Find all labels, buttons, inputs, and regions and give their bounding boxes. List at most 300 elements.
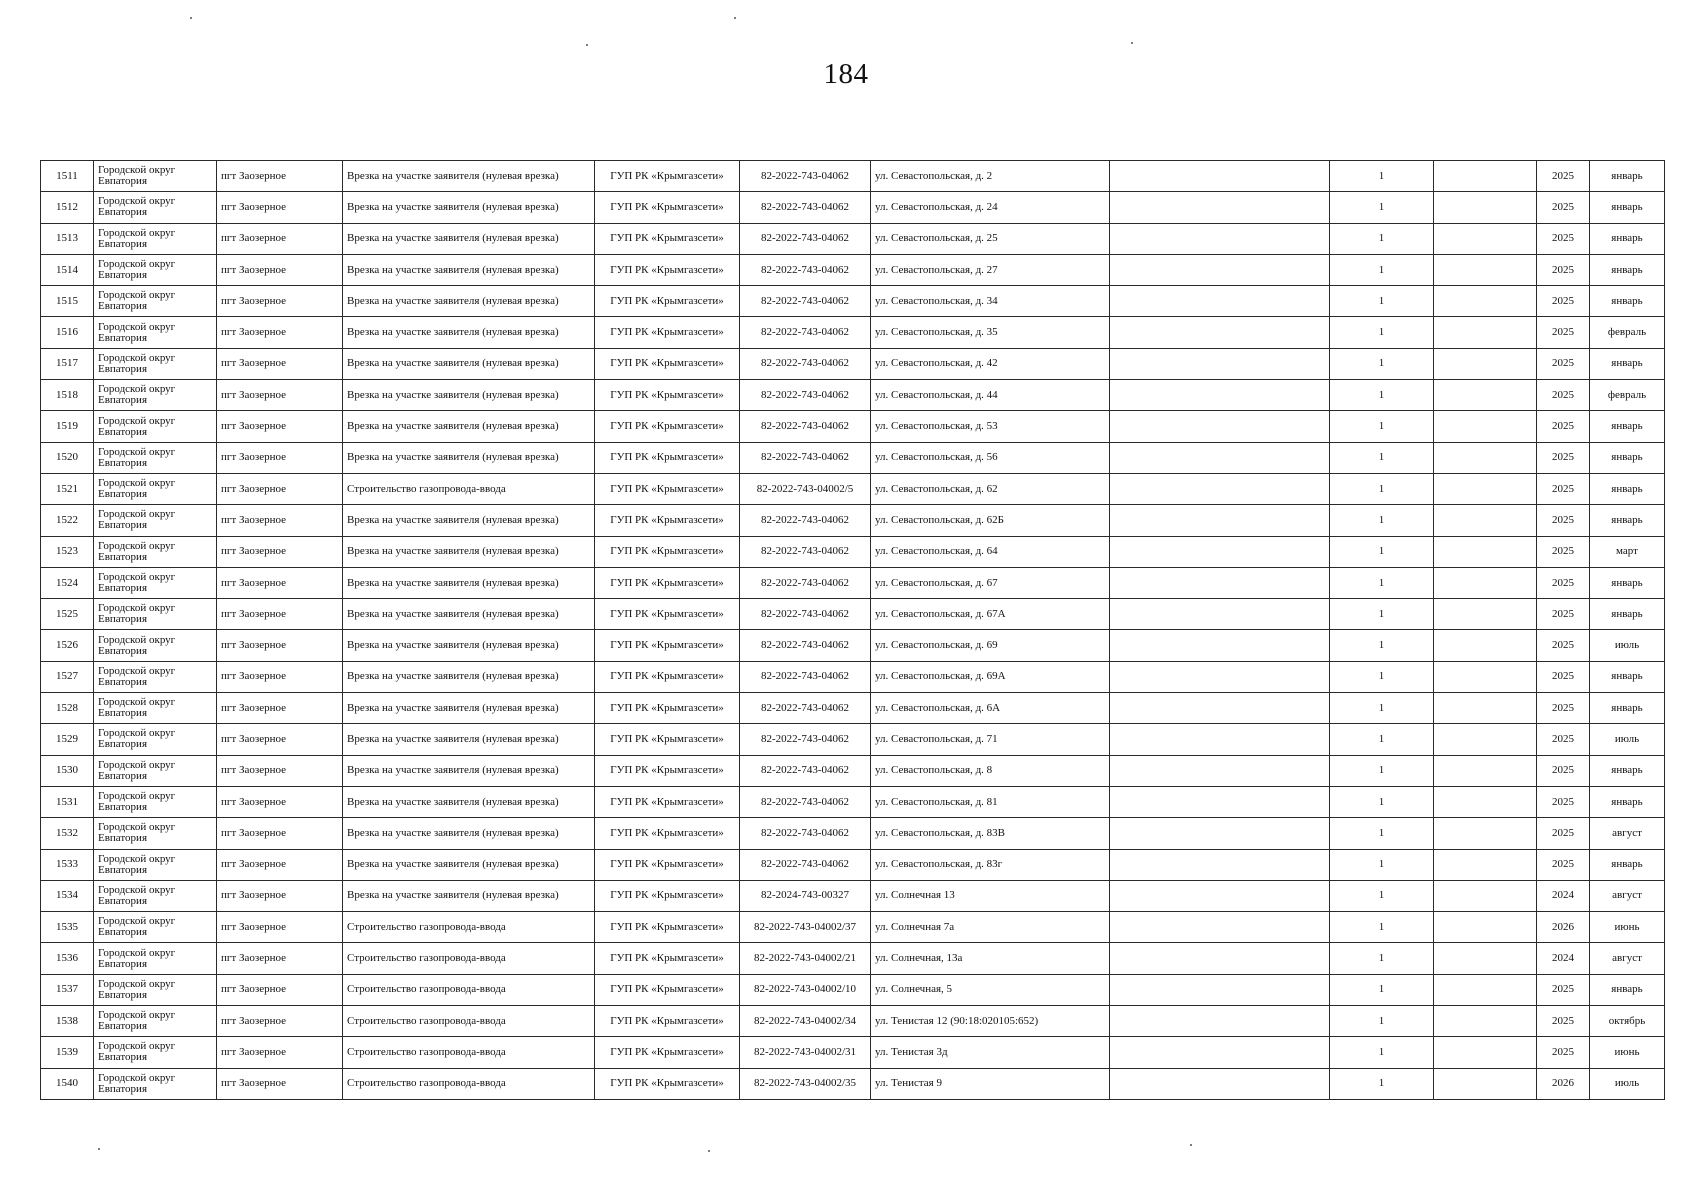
month-cell: январь [1590, 348, 1665, 379]
row-number: 1516 [41, 317, 94, 348]
settlement-cell: пгт Заозерное [217, 254, 343, 285]
organization-cell: ГУП РК «Крымгазсети» [595, 849, 740, 880]
empty-cell [1110, 286, 1330, 317]
page-number: 184 [823, 58, 869, 90]
empty-cell [1110, 1037, 1330, 1068]
district-cell: Городской округ Евпатория [94, 567, 217, 598]
address-cell: ул. Солнечная, 5 [871, 974, 1110, 1005]
address-cell: ул. Севастопольская, д. 25 [871, 223, 1110, 254]
address-cell: ул. Севастопольская, д. 27 [871, 254, 1110, 285]
address-cell: ул. Севастопольская, д. 69 [871, 630, 1110, 661]
registration-code-cell: 82-2022-743-04062 [740, 693, 871, 724]
quantity-cell: 1 [1330, 912, 1434, 943]
address-cell: ул. Севастопольская, д. 44 [871, 380, 1110, 411]
year-cell: 2025 [1537, 286, 1590, 317]
quantity-cell: 1 [1330, 161, 1434, 192]
quantity-cell: 1 [1330, 630, 1434, 661]
quantity-cell: 1 [1330, 786, 1434, 817]
quantity-cell: 1 [1330, 943, 1434, 974]
settlement-cell: пгт Заозерное [217, 849, 343, 880]
year-cell: 2025 [1537, 755, 1590, 786]
table-row [41, 286, 1665, 317]
quantity-cell: 1 [1330, 442, 1434, 473]
organization-cell: ГУП РК «Крымгазсети» [595, 1006, 740, 1037]
empty-cell [1110, 818, 1330, 849]
year-cell: 2025 [1537, 161, 1590, 192]
year-cell: 2025 [1537, 818, 1590, 849]
table-row [41, 442, 1665, 473]
registration-code-cell: 82-2022-743-04062 [740, 192, 871, 223]
registration-code-cell: 82-2022-743-04062 [740, 536, 871, 567]
empty-cell [1434, 755, 1537, 786]
quantity-cell: 1 [1330, 223, 1434, 254]
empty-cell [1110, 505, 1330, 536]
year-cell: 2025 [1537, 505, 1590, 536]
row-number: 1531 [41, 786, 94, 817]
table-row [41, 818, 1665, 849]
organization-cell: ГУП РК «Крымгазсети» [595, 442, 740, 473]
organization-cell: ГУП РК «Крымгазсети» [595, 630, 740, 661]
year-cell: 2025 [1537, 974, 1590, 1005]
settlement-cell: пгт Заозерное [217, 567, 343, 598]
work-type-cell: Врезка на участке заявителя (нулевая врезка) [343, 536, 595, 567]
month-cell: январь [1590, 849, 1665, 880]
address-cell: ул. Севастопольская, д. 6А [871, 693, 1110, 724]
empty-cell [1434, 505, 1537, 536]
address-cell: ул. Севастопольская, д. 2 [871, 161, 1110, 192]
empty-cell [1434, 630, 1537, 661]
work-type-cell: Врезка на участке заявителя (нулевая врезка) [343, 223, 595, 254]
district-cell: Городской округ Евпатория [94, 599, 217, 630]
month-cell: июль [1590, 1068, 1665, 1099]
month-cell: январь [1590, 974, 1665, 1005]
settlement-cell: пгт Заозерное [217, 1068, 343, 1099]
work-type-cell: Строительство газопровода-ввода [343, 912, 595, 943]
empty-cell [1110, 693, 1330, 724]
work-type-cell: Врезка на участке заявителя (нулевая врезка) [343, 411, 595, 442]
year-cell: 2025 [1537, 192, 1590, 223]
organization-cell: ГУП РК «Крымгазсети» [595, 693, 740, 724]
settlement-cell: пгт Заозерное [217, 380, 343, 411]
year-cell: 2025 [1537, 786, 1590, 817]
quantity-cell: 1 [1330, 380, 1434, 411]
empty-cell [1434, 536, 1537, 567]
quantity-cell: 1 [1330, 411, 1434, 442]
registration-code-cell: 82-2022-743-04002/35 [740, 1068, 871, 1099]
registration-code-cell: 82-2022-743-04062 [740, 317, 871, 348]
organization-cell: ГУП РК «Крымгазсети» [595, 818, 740, 849]
row-number: 1520 [41, 442, 94, 473]
table-row [41, 473, 1665, 504]
row-number: 1513 [41, 223, 94, 254]
table-row [41, 599, 1665, 630]
month-cell: январь [1590, 161, 1665, 192]
quantity-cell: 1 [1330, 1037, 1434, 1068]
work-type-cell: Строительство газопровода-ввода [343, 473, 595, 504]
district-cell: Городской округ Евпатория [94, 348, 217, 379]
year-cell: 2024 [1537, 943, 1590, 974]
year-cell: 2025 [1537, 661, 1590, 692]
address-cell: ул. Севастопольская, д. 62Б [871, 505, 1110, 536]
empty-cell [1434, 786, 1537, 817]
district-cell: Городской округ Евпатория [94, 442, 217, 473]
district-cell: Городской округ Евпатория [94, 849, 217, 880]
table-row [41, 849, 1665, 880]
work-type-cell: Врезка на участке заявителя (нулевая врезка) [343, 693, 595, 724]
empty-cell [1434, 161, 1537, 192]
address-cell: ул. Тенистая 9 [871, 1068, 1110, 1099]
quantity-cell: 1 [1330, 661, 1434, 692]
row-number: 1536 [41, 943, 94, 974]
quantity-cell: 1 [1330, 567, 1434, 598]
district-cell: Городской округ Евпатория [94, 161, 217, 192]
work-type-cell: Строительство газопровода-ввода [343, 1037, 595, 1068]
registration-code-cell: 82-2022-743-04062 [740, 567, 871, 598]
address-cell: ул. Солнечная 13 [871, 880, 1110, 911]
row-number: 1521 [41, 473, 94, 504]
year-cell: 2025 [1537, 1006, 1590, 1037]
organization-cell: ГУП РК «Крымгазсети» [595, 505, 740, 536]
empty-cell [1110, 630, 1330, 661]
row-number: 1512 [41, 192, 94, 223]
work-type-cell: Врезка на участке заявителя (нулевая врезка) [343, 442, 595, 473]
registration-code-cell: 82-2022-743-04002/31 [740, 1037, 871, 1068]
address-cell: ул. Севастопольская, д. 56 [871, 442, 1110, 473]
month-cell: январь [1590, 599, 1665, 630]
quantity-cell: 1 [1330, 818, 1434, 849]
registration-code-cell: 82-2022-743-04062 [740, 442, 871, 473]
quantity-cell: 1 [1330, 849, 1434, 880]
registration-code-cell: 82-2022-743-04062 [740, 411, 871, 442]
work-type-cell: Врезка на участке заявителя (нулевая врезка) [343, 317, 595, 348]
empty-cell [1434, 943, 1537, 974]
table-row [41, 661, 1665, 692]
address-cell: ул. Севастопольская, д. 83г [871, 849, 1110, 880]
month-cell: февраль [1590, 380, 1665, 411]
empty-cell [1434, 473, 1537, 504]
organization-cell: ГУП РК «Крымгазсети» [595, 286, 740, 317]
table-row [41, 786, 1665, 817]
table-row [41, 192, 1665, 223]
month-cell: январь [1590, 567, 1665, 598]
work-type-cell: Строительство газопровода-ввода [343, 1068, 595, 1099]
settlement-cell: пгт Заозерное [217, 286, 343, 317]
district-cell: Городской округ Евпатория [94, 755, 217, 786]
district-cell: Городской округ Евпатория [94, 943, 217, 974]
row-number: 1532 [41, 818, 94, 849]
table-row [41, 1068, 1665, 1099]
address-cell: ул. Севастопольская, д. 62 [871, 473, 1110, 504]
empty-cell [1110, 473, 1330, 504]
month-cell: январь [1590, 192, 1665, 223]
year-cell: 2025 [1537, 254, 1590, 285]
settlement-cell: пгт Заозерное [217, 192, 343, 223]
row-number: 1528 [41, 693, 94, 724]
organization-cell: ГУП РК «Крымгазсети» [595, 1037, 740, 1068]
empty-cell [1434, 317, 1537, 348]
organization-cell: ГУП РК «Крымгазсети» [595, 254, 740, 285]
registration-code-cell: 82-2022-743-04062 [740, 818, 871, 849]
work-type-cell: Врезка на участке заявителя (нулевая врезка) [343, 724, 595, 755]
registration-code-cell: 82-2022-743-04002/10 [740, 974, 871, 1005]
settlement-cell: пгт Заозерное [217, 411, 343, 442]
settlement-cell: пгт Заозерное [217, 223, 343, 254]
empty-cell [1434, 1006, 1537, 1037]
address-cell: ул. Солнечная, 13а [871, 943, 1110, 974]
empty-cell [1110, 880, 1330, 911]
district-cell: Городской округ Евпатория [94, 223, 217, 254]
month-cell: январь [1590, 505, 1665, 536]
quantity-cell: 1 [1330, 724, 1434, 755]
work-type-cell: Врезка на участке заявителя (нулевая врезка) [343, 630, 595, 661]
settlement-cell: пгт Заозерное [217, 974, 343, 1005]
settlement-cell: пгт Заозерное [217, 161, 343, 192]
month-cell: июнь [1590, 912, 1665, 943]
year-cell: 2025 [1537, 849, 1590, 880]
year-cell: 2025 [1537, 473, 1590, 504]
row-number: 1534 [41, 880, 94, 911]
empty-cell [1110, 380, 1330, 411]
work-type-cell: Врезка на участке заявителя (нулевая врезка) [343, 192, 595, 223]
district-cell: Городской округ Евпатория [94, 912, 217, 943]
table-row [41, 411, 1665, 442]
address-cell: ул. Севастопольская, д. 64 [871, 536, 1110, 567]
empty-cell [1434, 286, 1537, 317]
settlement-cell: пгт Заозерное [217, 755, 343, 786]
district-cell: Городской округ Евпатория [94, 192, 217, 223]
organization-cell: ГУП РК «Крымгазсети» [595, 786, 740, 817]
district-cell: Городской округ Евпатория [94, 254, 217, 285]
year-cell: 2025 [1537, 1037, 1590, 1068]
empty-cell [1434, 880, 1537, 911]
year-cell: 2025 [1537, 693, 1590, 724]
row-number: 1538 [41, 1006, 94, 1037]
address-cell: ул. Севастопольская, д. 42 [871, 348, 1110, 379]
organization-cell: ГУП РК «Крымгазсети» [595, 661, 740, 692]
address-cell: ул. Севастопольская, д. 81 [871, 786, 1110, 817]
work-type-cell: Врезка на участке заявителя (нулевая врезка) [343, 880, 595, 911]
settlement-cell: пгт Заозерное [217, 693, 343, 724]
quantity-cell: 1 [1330, 536, 1434, 567]
year-cell: 2025 [1537, 442, 1590, 473]
table-row [41, 536, 1665, 567]
month-cell: июль [1590, 630, 1665, 661]
year-cell: 2025 [1537, 724, 1590, 755]
district-cell: Городской округ Евпатория [94, 693, 217, 724]
empty-cell [1434, 912, 1537, 943]
registration-code-cell: 82-2022-743-04062 [740, 348, 871, 379]
organization-cell: ГУП РК «Крымгазсети» [595, 317, 740, 348]
empty-cell [1110, 223, 1330, 254]
month-cell: январь [1590, 786, 1665, 817]
table-row [41, 693, 1665, 724]
empty-cell [1434, 974, 1537, 1005]
district-cell: Городской округ Евпатория [94, 380, 217, 411]
registration-code-cell: 82-2022-743-04002/21 [740, 943, 871, 974]
quantity-cell: 1 [1330, 880, 1434, 911]
address-cell: ул. Севастопольская, д. 67А [871, 599, 1110, 630]
table-row [41, 380, 1665, 411]
district-cell: Городской округ Евпатория [94, 630, 217, 661]
registration-code-cell: 82-2022-743-04062 [740, 599, 871, 630]
organization-cell: ГУП РК «Крымгазсети» [595, 223, 740, 254]
settlement-cell: пгт Заозерное [217, 442, 343, 473]
empty-cell [1110, 536, 1330, 567]
district-cell: Городской округ Евпатория [94, 505, 217, 536]
empty-cell [1434, 1037, 1537, 1068]
registration-code-cell: 82-2022-743-04062 [740, 630, 871, 661]
empty-cell [1434, 599, 1537, 630]
organization-cell: ГУП РК «Крымгазсети» [595, 380, 740, 411]
organization-cell: ГУП РК «Крымгазсети» [595, 1068, 740, 1099]
organization-cell: ГУП РК «Крымгазсети» [595, 880, 740, 911]
quantity-cell: 1 [1330, 599, 1434, 630]
month-cell: август [1590, 943, 1665, 974]
district-cell: Городской округ Евпатория [94, 1037, 217, 1068]
year-cell: 2025 [1537, 223, 1590, 254]
registration-code-cell: 82-2022-743-04062 [740, 755, 871, 786]
scan-speck [708, 1150, 710, 1152]
table-row [41, 943, 1665, 974]
address-cell: ул. Тенистая 12 (90:18:020105:652) [871, 1006, 1110, 1037]
registration-code-cell: 82-2022-743-04002/34 [740, 1006, 871, 1037]
year-cell: 2025 [1537, 411, 1590, 442]
settlement-cell: пгт Заозерное [217, 1037, 343, 1068]
organization-cell: ГУП РК «Крымгазсети» [595, 473, 740, 504]
registration-code-cell: 82-2022-743-04062 [740, 505, 871, 536]
row-number: 1539 [41, 1037, 94, 1068]
quantity-cell: 1 [1330, 473, 1434, 504]
organization-cell: ГУП РК «Крымгазсети» [595, 724, 740, 755]
row-number: 1518 [41, 380, 94, 411]
empty-cell [1110, 755, 1330, 786]
organization-cell: ГУП РК «Крымгазсети» [595, 912, 740, 943]
month-cell: январь [1590, 411, 1665, 442]
empty-cell [1110, 254, 1330, 285]
district-cell: Городской округ Евпатория [94, 818, 217, 849]
work-type-cell: Строительство газопровода-ввода [343, 1006, 595, 1037]
work-type-cell: Врезка на участке заявителя (нулевая врезка) [343, 818, 595, 849]
table-row [41, 630, 1665, 661]
empty-cell [1434, 849, 1537, 880]
organization-cell: ГУП РК «Крымгазсети» [595, 348, 740, 379]
district-cell: Городской округ Евпатория [94, 286, 217, 317]
table-row [41, 567, 1665, 598]
work-type-cell: Строительство газопровода-ввода [343, 974, 595, 1005]
quantity-cell: 1 [1330, 254, 1434, 285]
quantity-cell: 1 [1330, 317, 1434, 348]
row-number: 1525 [41, 599, 94, 630]
district-cell: Городской округ Евпатория [94, 1006, 217, 1037]
registration-code-cell: 82-2022-743-04062 [740, 661, 871, 692]
registration-code-cell: 82-2024-743-00327 [740, 880, 871, 911]
registration-code-cell: 82-2022-743-04062 [740, 380, 871, 411]
empty-cell [1110, 943, 1330, 974]
registration-code-cell: 82-2022-743-04002/37 [740, 912, 871, 943]
settlement-cell: пгт Заозерное [217, 912, 343, 943]
table-row [41, 161, 1665, 192]
empty-cell [1434, 567, 1537, 598]
organization-cell: ГУП РК «Крымгазсети» [595, 536, 740, 567]
quantity-cell: 1 [1330, 505, 1434, 536]
row-number: 1526 [41, 630, 94, 661]
month-cell: январь [1590, 693, 1665, 724]
scan-speck [734, 17, 736, 19]
work-type-cell: Строительство газопровода-ввода [343, 943, 595, 974]
settlement-cell: пгт Заозерное [217, 661, 343, 692]
register-rows [41, 161, 1665, 1100]
address-cell: ул. Севастопольская, д. 34 [871, 286, 1110, 317]
empty-cell [1110, 786, 1330, 817]
table-row [41, 755, 1665, 786]
address-cell: ул. Севастопольская, д. 67 [871, 567, 1110, 598]
work-type-cell: Врезка на участке заявителя (нулевая врезка) [343, 661, 595, 692]
settlement-cell: пгт Заозерное [217, 505, 343, 536]
empty-cell [1110, 442, 1330, 473]
registration-code-cell: 82-2022-743-04062 [740, 286, 871, 317]
table-row [41, 1006, 1665, 1037]
empty-cell [1110, 192, 1330, 223]
settlement-cell: пгт Заозерное [217, 943, 343, 974]
register-table [40, 160, 1665, 1100]
empty-cell [1110, 567, 1330, 598]
quantity-cell: 1 [1330, 1068, 1434, 1099]
settlement-cell: пгт Заозерное [217, 1006, 343, 1037]
organization-cell: ГУП РК «Крымгазсети» [595, 755, 740, 786]
empty-cell [1434, 661, 1537, 692]
quantity-cell: 1 [1330, 693, 1434, 724]
empty-cell [1110, 661, 1330, 692]
work-type-cell: Врезка на участке заявителя (нулевая врезка) [343, 755, 595, 786]
address-cell: ул. Севастопольская, д. 83В [871, 818, 1110, 849]
organization-cell: ГУП РК «Крымгазсети» [595, 567, 740, 598]
table-row [41, 254, 1665, 285]
scan-speck [190, 17, 192, 19]
work-type-cell: Врезка на участке заявителя (нулевая врезка) [343, 849, 595, 880]
empty-cell [1434, 223, 1537, 254]
month-cell: август [1590, 818, 1665, 849]
month-cell: январь [1590, 661, 1665, 692]
empty-cell [1110, 1006, 1330, 1037]
year-cell: 2025 [1537, 380, 1590, 411]
empty-cell [1434, 818, 1537, 849]
row-number: 1527 [41, 661, 94, 692]
organization-cell: ГУП РК «Крымгазсети» [595, 161, 740, 192]
address-cell: ул. Севастопольская, д. 24 [871, 192, 1110, 223]
empty-cell [1110, 974, 1330, 1005]
month-cell: июнь [1590, 1037, 1665, 1068]
work-type-cell: Врезка на участке заявителя (нулевая врезка) [343, 254, 595, 285]
year-cell: 2026 [1537, 1068, 1590, 1099]
table-row [41, 1037, 1665, 1068]
table-row [41, 880, 1665, 911]
work-type-cell: Врезка на участке заявителя (нулевая врезка) [343, 380, 595, 411]
address-cell: ул. Севастопольская, д. 8 [871, 755, 1110, 786]
month-cell: январь [1590, 223, 1665, 254]
registration-code-cell: 82-2022-743-04062 [740, 724, 871, 755]
quantity-cell: 1 [1330, 755, 1434, 786]
empty-cell [1110, 348, 1330, 379]
row-number: 1517 [41, 348, 94, 379]
settlement-cell: пгт Заозерное [217, 880, 343, 911]
organization-cell: ГУП РК «Крымгазсети» [595, 192, 740, 223]
address-cell: ул. Тенистая 3д [871, 1037, 1110, 1068]
table-row [41, 505, 1665, 536]
settlement-cell: пгт Заозерное [217, 724, 343, 755]
work-type-cell: Врезка на участке заявителя (нулевая врезка) [343, 286, 595, 317]
empty-cell [1434, 192, 1537, 223]
registration-code-cell: 82-2022-743-04062 [740, 254, 871, 285]
